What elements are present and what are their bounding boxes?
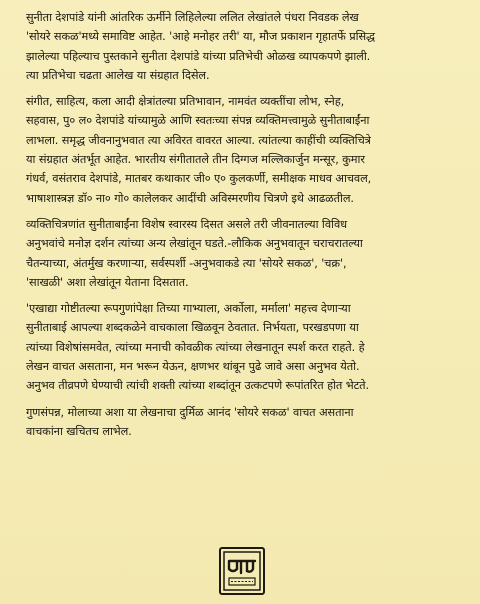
text-line: या संग्रहात अंतर्भूत आहेत. भारतीय संगीतातले तीन दिग्गज मल्लिकार्जुन मन्सूर, कुमार xyxy=(26,153,365,167)
text-line: लाभला. समृद्ध जीवनानुभवात त्या अविरत वावरत आल्या. त्यांतल्या काहींची व्यक्तिचित्रे xyxy=(26,133,371,147)
paragraph-5 xyxy=(26,403,458,442)
text-line: वाचकांना खचितच लाभेल. xyxy=(26,424,132,438)
text-line: व्यक्तिचित्रणांत सुनीताबाईंना विशेष स्वारस्य दिसत असले तरी जीवनातल्या विविध xyxy=(26,217,347,231)
text-line: अनुभवांचे मनोज्ञ दर्शन त्यांच्या अन्य लेखांतून घडते.-लौकिक अनुभवातून चराचरातल्या xyxy=(26,237,363,251)
text-line: भाषाशास्त्रज्ञ डॉ० ना० गो० कालेलकर आदींची अविस्मरणीय चित्रणे इथे आढळतील. xyxy=(26,191,354,205)
text-line: लेखन वाचत असताना, मन भरून येऊन, क्षणभर थांबून पुढे जावे असा अनुभव येतो. xyxy=(26,360,360,374)
text-line: त्यांच्या विशेषांसमवेत, त्यांच्या मनाची कोवळीक त्यांच्या लेखनातून स्पर्श करत राहते. हे xyxy=(26,340,365,354)
paragraph-1 xyxy=(26,8,458,85)
text-line: गुणसंपन्न, मोलाच्या अशा या लेखनाचा दुर्मिळ आनंद 'सोयरे सकळ' वाचत असताना xyxy=(26,405,354,419)
blurb-text xyxy=(26,8,458,448)
text-line: त्या प्रतिभेचा चढता आलेख या संग्रहात दिसेल. xyxy=(26,68,210,82)
text-line: सुनीताबाई आपल्या शब्दकळेने वाचकाला खिळवून ठेवतात. निर्भयता, परखडपणा या xyxy=(26,321,359,335)
text-line: संगीत, साहित्य, कला आदी क्षेत्रांतल्या प्रतिभावान, नामवंत व्यक्तींचा लोभ, स्नेह, xyxy=(26,95,345,109)
text-line: 'साखळी' अशा लेखांतून येताना दिसतात. xyxy=(26,275,189,289)
text-line: 'एखाद्या गोष्टीतल्या रूपगुणांपेक्षा तिच्या गाभ्याला, अर्कोला, मर्माला' महत्त्व देणाऱ्या xyxy=(26,302,351,316)
paragraph-2 xyxy=(26,92,458,208)
paragraph-4 xyxy=(26,299,458,395)
text-line: अनुभव तीव्रपणे घेण्याची त्यांची शक्ती त्यांच्या शब्दांतून उत्कटपणे रूपांतरित होत भेटते. xyxy=(26,379,369,393)
publisher-logo-icon xyxy=(219,547,265,595)
text-line: सहवास, पु० ल० देशपांडे यांच्यामुळे आणि स्वतःच्या संपन्न व्यक्तिमत्त्वामुळे सुनीताबाईंना xyxy=(26,114,370,128)
text-line: झालेल्या पहिल्याच पुस्तकाने सुनीता देशपांडे यांच्या प्रतिभेची ओळख व्यापकपणे झाली. xyxy=(26,49,371,63)
text-line: 'सोयरे सकळ'मध्ये समाविष्ट आहेत. 'आहे मनोहर तरी' या, मौज प्रकाशन गृहातर्फे प्रसिद्ध xyxy=(26,30,375,44)
paragraph-3 xyxy=(26,215,458,292)
publisher-logo-graphic xyxy=(221,549,263,593)
text-line: गंधर्व, वसंतराव देशपांडे, मातबर कथाकार जी० ए० कुलकर्णी, समीक्षक माधव आचवल, xyxy=(26,172,372,186)
text-line: चैतन्याच्या, अंतर्मुख करणाऱ्या, सर्वस्पर्शी -अनुभवाकडे त्या 'सोयरे सकळ', 'चक्र', xyxy=(26,256,347,270)
text-line: सुनीता देशपांडे यांनी आंतरिक ऊर्मीने लिहिलेल्या ललित लेखांतले पंधरा निवडक लेख xyxy=(26,11,359,24)
